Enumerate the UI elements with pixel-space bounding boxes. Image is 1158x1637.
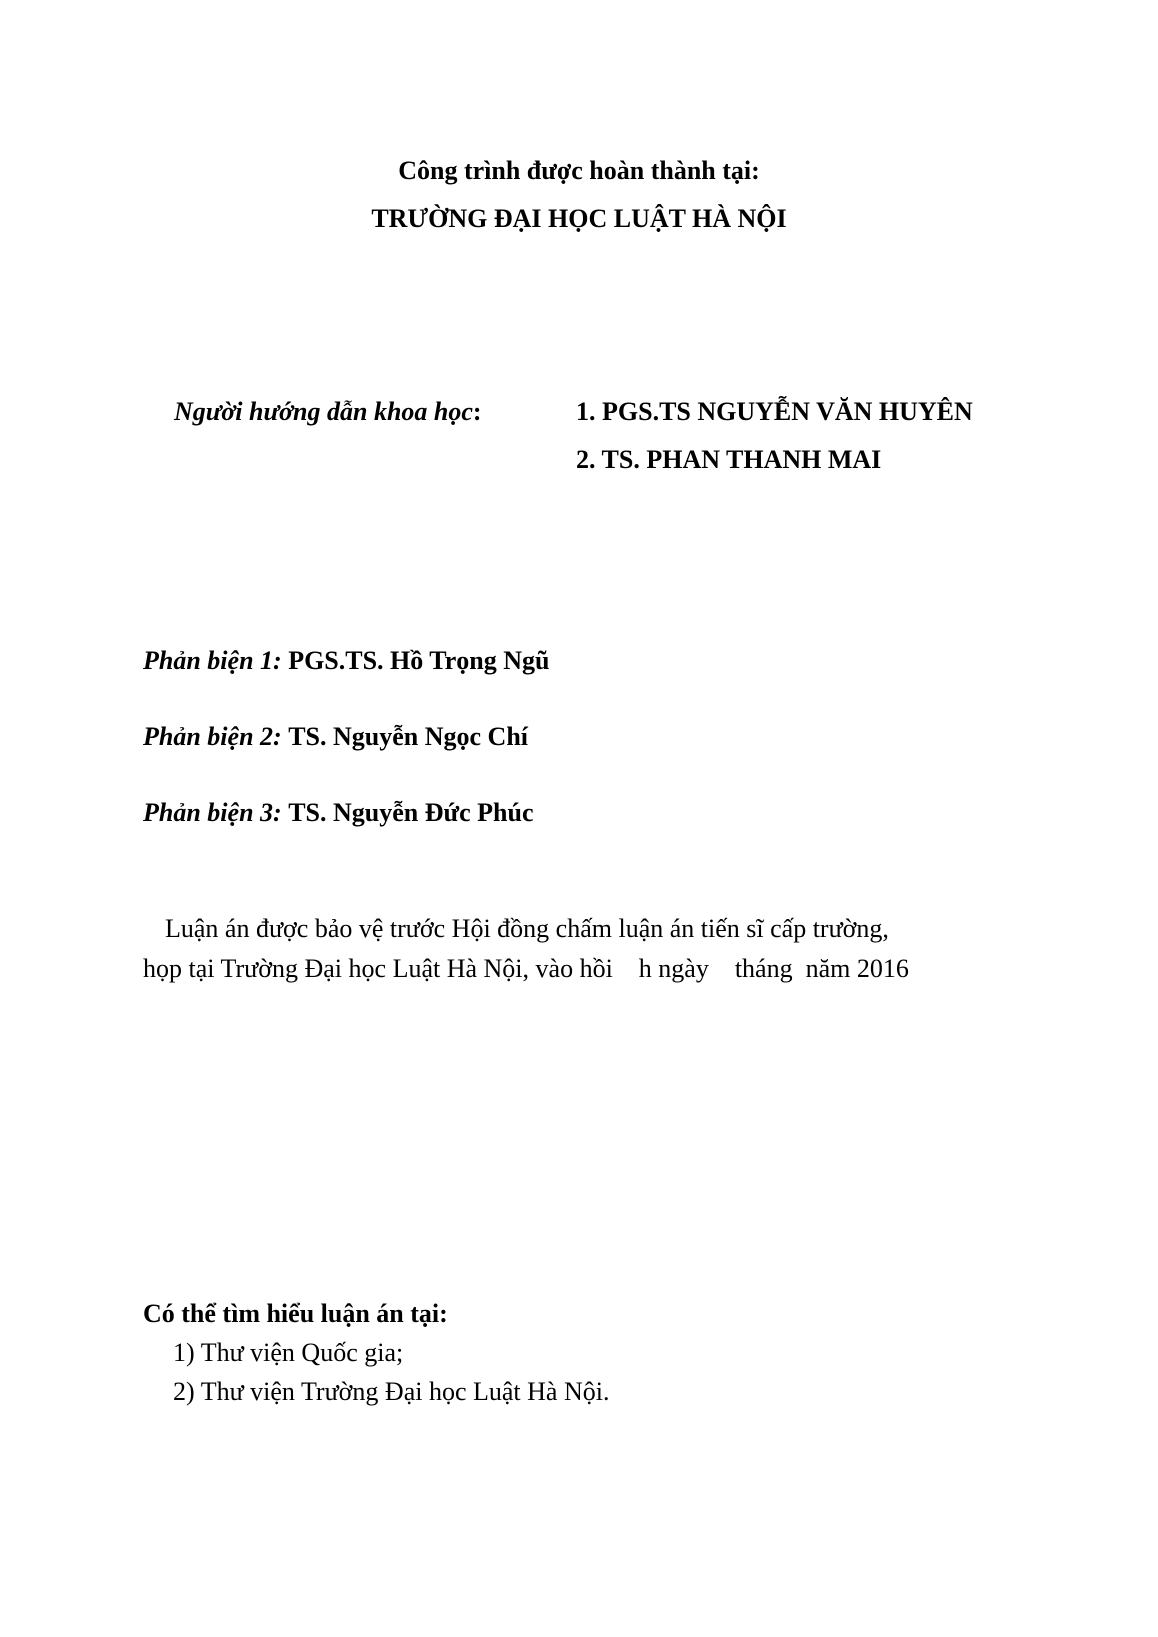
reviewer-3-label: Phản biện 3: <box>143 798 282 827</box>
supervisor-label-colon: : <box>472 397 482 426</box>
supervisor-1: 1. PGS.TS NGUYỄN VĂN HUYÊN <box>576 397 973 426</box>
library-item-1: 1) Thư viện Quốc gia; <box>173 1338 404 1367</box>
reviewer-2 <box>143 722 528 752</box>
reviewer-2-label: Phản biện 2: <box>143 722 282 751</box>
reviewer-3-name: TS. Nguyễn Đức Phúc <box>288 798 534 827</box>
supervisor-label-text: Người hướng dẫn khoa học <box>174 397 473 426</box>
library-heading: Có thể tìm hiểu luận án tại: <box>143 1299 448 1328</box>
reviewer-3 <box>143 798 534 828</box>
university-name: TRƯỜNG ĐẠI HỌC LUẬT HÀ NỘI <box>371 204 787 233</box>
completion-heading: Công trình được hoàn thành tại: <box>398 156 760 185</box>
reviewer-1-name: PGS.TS. Hồ Trọng Ngũ <box>288 646 550 675</box>
reviewer-1 <box>143 646 549 676</box>
defense-line-1: Luận án được bảo vệ trước Hội đồng chấm luận án tiến sĩ cấp trường, <box>165 914 889 943</box>
supervisor-2: 2. TS. PHAN THANH MAI <box>576 445 882 474</box>
defense-line-2: họp tại Trường Đại học Luật Hà Nội, vào hồi h ngày tháng năm 2016 <box>143 954 909 983</box>
reviewer-1-label: Phản biện 1: <box>143 646 282 675</box>
supervisor-label <box>174 397 482 427</box>
library-item-2: 2) Thư viện Trường Đại học Luật Hà Nội. <box>173 1377 610 1406</box>
reviewer-2-name: TS. Nguyễn Ngọc Chí <box>288 722 529 751</box>
